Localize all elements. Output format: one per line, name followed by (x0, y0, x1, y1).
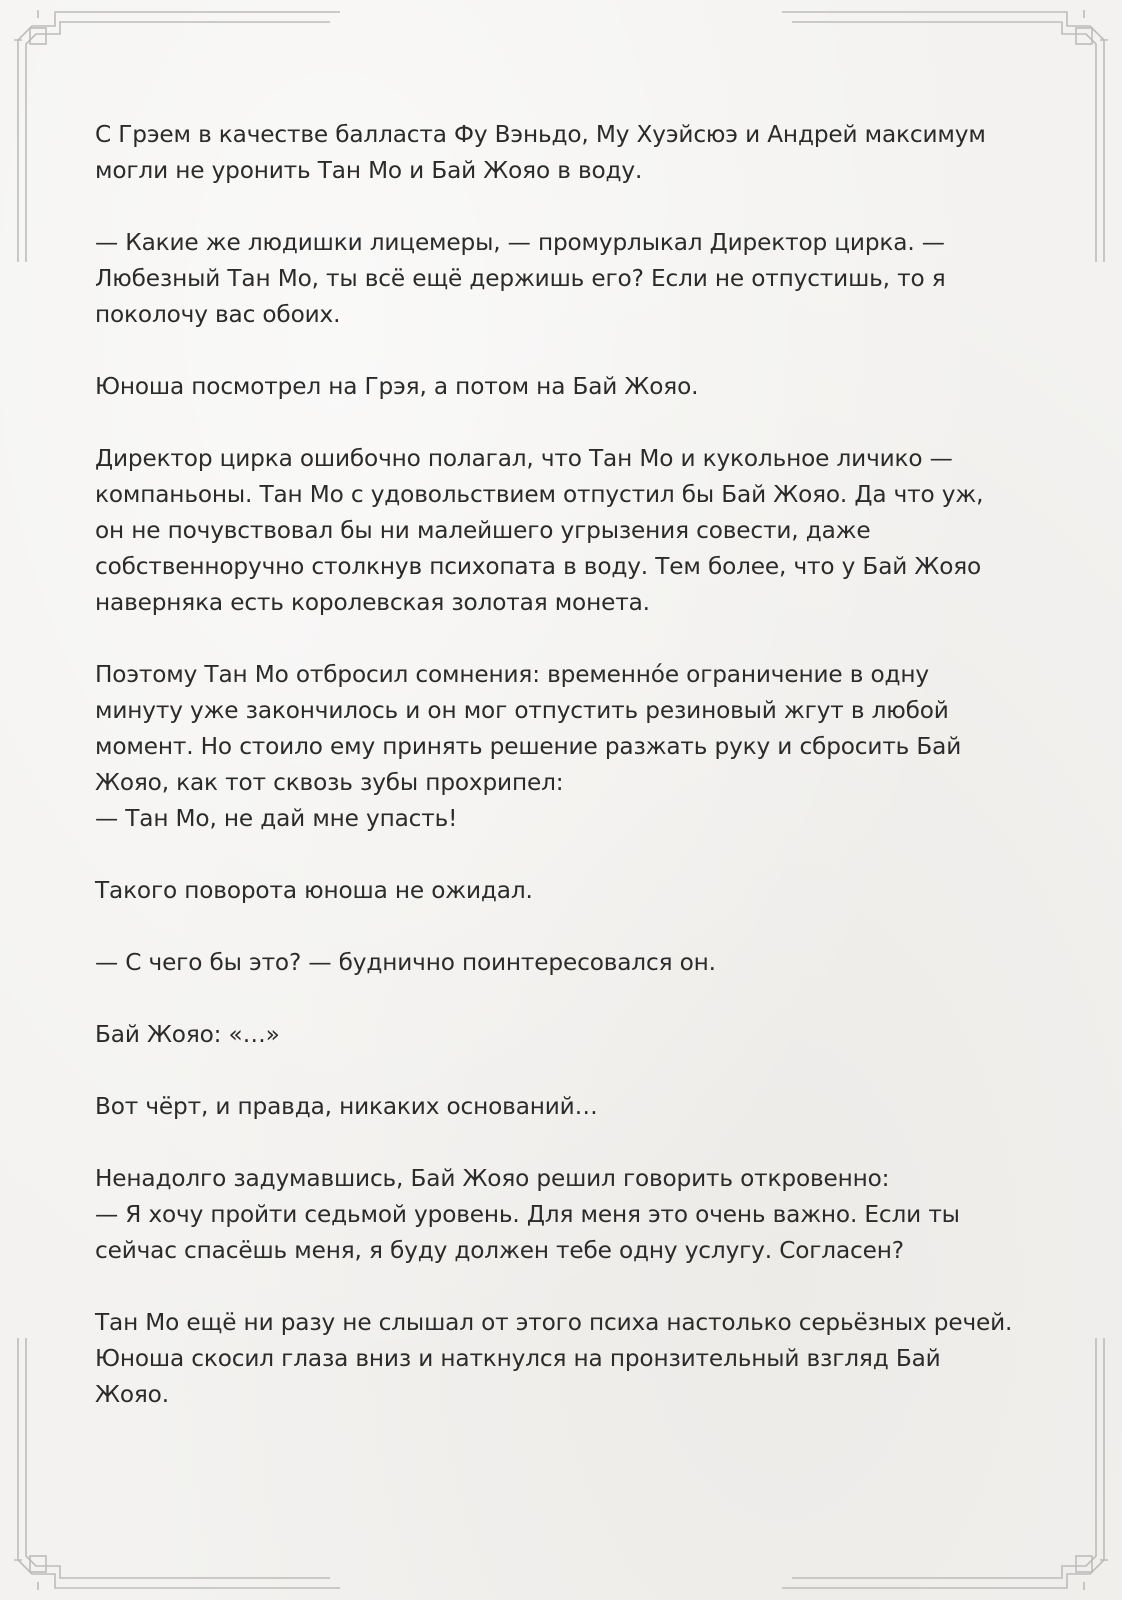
text-line: Поэтому Тан Мо отбросил сомнения: временно́е ограничение в одну (95, 661, 929, 688)
text-line: компаньоны. Тан Мо с удовольствием отпустил бы Бай Жояо. Да что уж, (95, 481, 984, 508)
text-line: он не почувствовал бы ни малейшего угрызения совести, даже (95, 517, 871, 544)
text-line: наверняка есть королевская золотая монета. (95, 589, 650, 616)
text-line: момент. Но стоило ему принять решение разжать руку и сбросить Бай (95, 733, 962, 760)
text-line: Юноша посмотрел на Грэя, а потом на Бай Жояо. (95, 373, 699, 400)
paragraph (95, 225, 1035, 333)
text-line: Ненадолго задумавшись, Бай Жояо решил говорить откровенно: (95, 1165, 890, 1192)
text-line: Директор цирка ошибочно полагал, что Тан Мо и кукольное личико — (95, 445, 953, 472)
paragraph (95, 1305, 1035, 1413)
text-line: Жояо, как тот сквозь зубы прохрипел: (95, 769, 564, 796)
paragraph (95, 657, 1035, 837)
text-line: собственноручно столкнув психопата в воду. Тем более, что у Бай Жояо (95, 553, 982, 580)
paragraph (95, 1161, 1035, 1269)
text-line: сейчас спасёшь меня, я буду должен тебе одну услугу. Согласен? (95, 1237, 904, 1264)
paragraph (95, 369, 1035, 405)
paragraph (95, 945, 1035, 981)
paragraph (95, 117, 1035, 189)
text-line: — Я хочу пройти седьмой уровень. Для меня это очень важно. Если ты (95, 1201, 960, 1228)
text-line: поколочу вас обоих. (95, 301, 341, 328)
text-line: Любезный Тан Мо, ты всё ещё держишь его? Если не отпустишь, то я (95, 265, 946, 292)
text-line: — С чего бы это? — буднично поинтересовался он. (95, 949, 716, 976)
document-body (95, 117, 1035, 1449)
paragraph (95, 441, 1035, 621)
text-line: С Грэем в качестве балласта Фу Вэньдо, Му Хуэйсюэ и Андрей максимум (95, 121, 986, 148)
text-line: могли не уронить Тан Мо и Бай Жояо в воду. (95, 157, 643, 184)
text-line: Жояо. (95, 1381, 169, 1408)
text-line: минуту уже закончилось и он мог отпустить резиновый жгут в любой (95, 697, 949, 724)
paragraph (95, 873, 1035, 909)
text-line: Бай Жояо: «…» (95, 1021, 280, 1048)
text-line: Такого поворота юноша не ожидал. (95, 877, 533, 904)
text-line: Юноша скосил глаза вниз и наткнулся на пронзительный взгляд Бай (95, 1345, 941, 1372)
text-line: Тан Мо ещё ни разу не слышал от этого психа настолько серьёзных речей. (95, 1309, 1013, 1336)
text-line: — Тан Мо, не дай мне упасть! (95, 805, 458, 832)
paragraph (95, 1089, 1035, 1125)
text-line: Вот чёрт, и правда, никаких оснований… (95, 1093, 598, 1120)
paragraph (95, 1017, 1035, 1053)
text-line: — Какие же людишки лицемеры, — промурлыкал Директор цирка. — (95, 229, 945, 256)
